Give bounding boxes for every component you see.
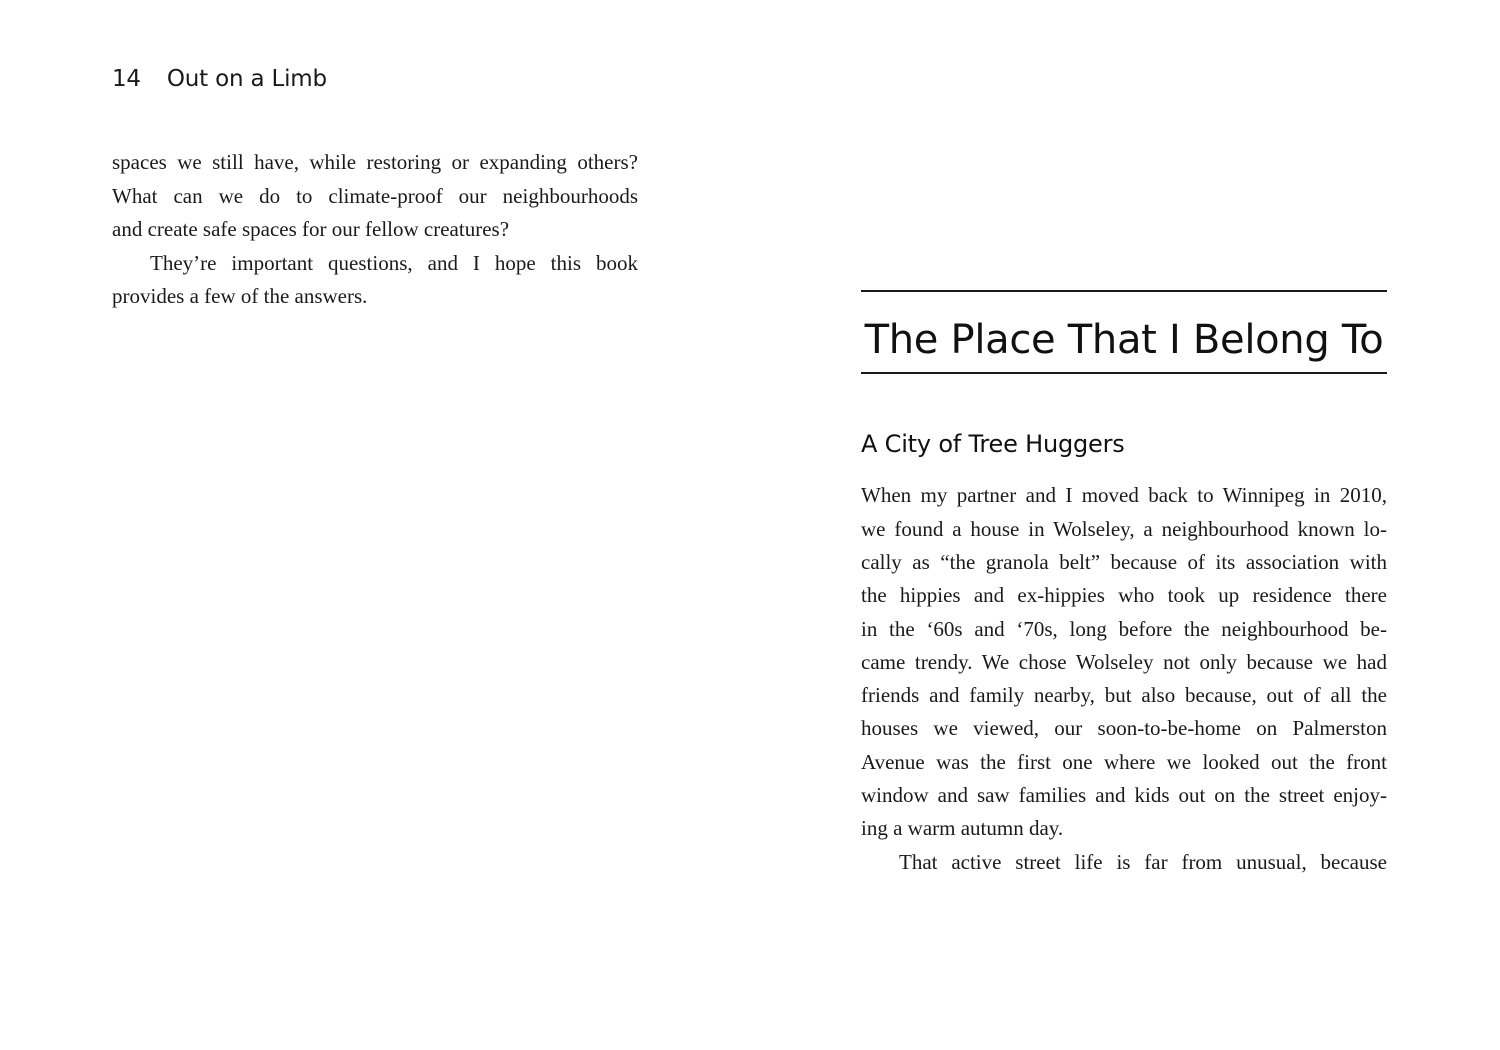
text-line: That active street life is far from unusual, because	[899, 849, 1387, 874]
chapter-rule-bottom	[861, 372, 1387, 374]
right-page-column	[861, 290, 1387, 879]
text-line: friends and family nearby, but also because, out of all the	[861, 683, 1387, 708]
text-line: window and saw families and kids out on the street enjoy-	[861, 783, 1387, 808]
text-line: we found a house in Wolseley, a neighbourhood known lo-	[861, 516, 1387, 541]
text-line: in the ‘60s and ‘70s, long before the neighbourhood be-	[861, 616, 1387, 641]
text-line: ing a warm autumn day.	[861, 816, 1064, 841]
text-line: cally as “the granola belt” because of its association with	[861, 549, 1387, 574]
page-number: 14	[112, 66, 141, 92]
left-page-body	[112, 146, 638, 314]
right-page-body	[861, 479, 1387, 879]
text-line: houses we viewed, our soon-to-be-home on Palmerston	[861, 716, 1387, 741]
running-head	[112, 66, 327, 92]
text-line: When my partner and I moved back to Winnipeg in 2010,	[861, 483, 1387, 508]
text-line: came trendy. We chose Wolseley not only because we had	[861, 649, 1387, 674]
text-line: Avenue was the first one where we looked out the front	[861, 749, 1387, 774]
text-line: They’re important questions, and I hope this book	[150, 250, 638, 275]
text-line: the hippies and ex-hippies who took up residence there	[861, 583, 1387, 608]
book-title: Out on a Limb	[166, 66, 327, 92]
text-line: What can we do to climate-proof our neighbourhoods	[112, 183, 638, 208]
chapter-title: The Place That I Belong To	[864, 317, 1384, 363]
text-line: spaces we still have, while restoring or expanding others?	[112, 150, 638, 174]
section-heading: A City of Tree Huggers	[861, 430, 1125, 458]
text-line: provides a few of the answers.	[112, 284, 368, 308]
text-line: and create safe spaces for our fellow creatures?	[112, 217, 510, 241]
